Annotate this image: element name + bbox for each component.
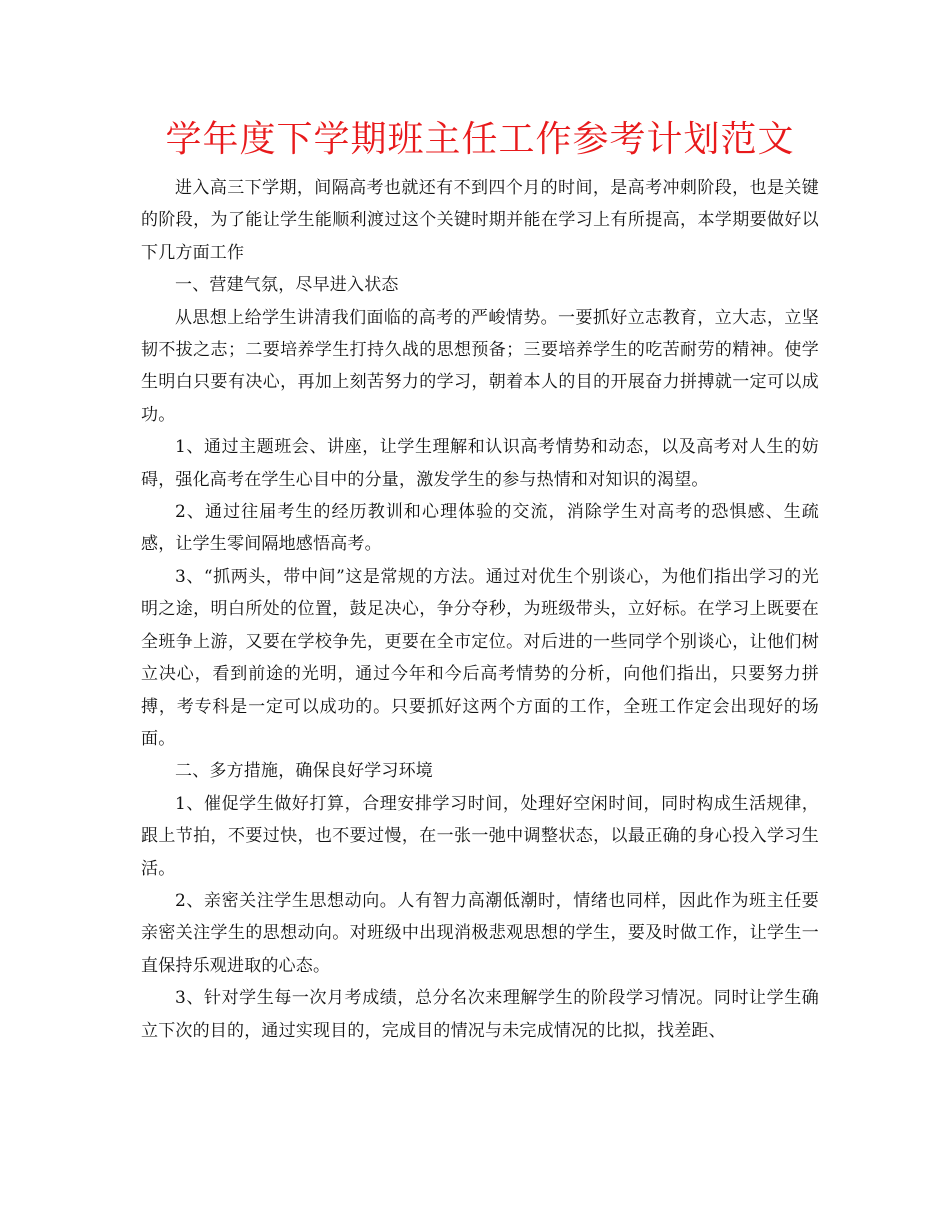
list-item: 1、通过主题班会、讲座，让学生理解和认识高考情势和动态，以及高考对人生的妨碍，强化高考在学生心目中的分量，激发学生的参与热情和对知识的渴望。 bbox=[141, 437, 819, 490]
list-item: 3、“抓两头，带中间”这是常规的方法。通过对优生个别谈心，为他们指出学习的光明之途，明白所处的位置，鼓足决心，争分夺秒，为班级带头，立好标。在学习上既要在全班争上游，又要在学校争先，更要在全市定位。对后进的一些同学个别谈心，让他们树立决心，看到前途的光明，通过今年和今后高考情势的分析，向他们指出，只要努力拼搏，考专科是一定可以成功的。只要抓好这两个方面的工作，全班工作定会出现好的场面。 bbox=[141, 566, 819, 749]
document-body bbox=[141, 172, 819, 1047]
section-heading-1: 一、营建气氛，尽早进入状态 bbox=[175, 275, 399, 296]
paragraph: 从思想上给学生讲清我们面临的高考的严峻情势。一要抓好立志教育，立大志，立坚韧不拔之志；二要培养学生打持久战的思想预备；三要培养学生的吃苦耐劳的精神。使学生明白只要有决心，再加上刻苦努力的学习，朝着本人的目的开展奋力拼搏就一定可以成功。 bbox=[141, 307, 819, 425]
list-item: 1、催促学生做好打算，合理安排学习时间，处理好空闲时间，同时构成生活规律，跟上节拍，不要过快，也不要过慢，在一张一弛中调整状态，以最正确的身心投入学习生活。 bbox=[141, 793, 819, 879]
document-title: 学年度下学期班主任工作参考计划范文 bbox=[165, 119, 795, 160]
list-item: 2、亲密关注学生思想动向。人有智力高潮低潮时，情绪也同样，因此作为班主任要亲密关注学生的思想动向。对班级中出现消极悲观思想的学生，要及时做工作，让学生一直保持乐观进取的心态。 bbox=[141, 890, 819, 976]
paragraph-intro: 进入高三下学期，间隔高考也就还有不到四个月的时间，是高考冲刺阶段，也是关键的阶段，为了能让学生能顺利渡过这个关键时期并能在学习上有所提高，本学期要做好以下几方面工作 bbox=[141, 178, 819, 263]
list-item: 3、针对学生每一次月考成绩，总分名次来理解学生的阶段学习情况。同时让学生确立下次的目的，通过实现目的，完成目的情况与未完成情况的比拟，找差距、 bbox=[141, 988, 819, 1041]
list-item: 2、通过往届考生的经历教训和心理体验的交流，消除学生对高考的恐惧感、生疏感，让学生零间隔地感悟高考。 bbox=[141, 502, 819, 555]
section-heading-2: 二、多方措施，确保良好学习环境 bbox=[175, 761, 433, 782]
